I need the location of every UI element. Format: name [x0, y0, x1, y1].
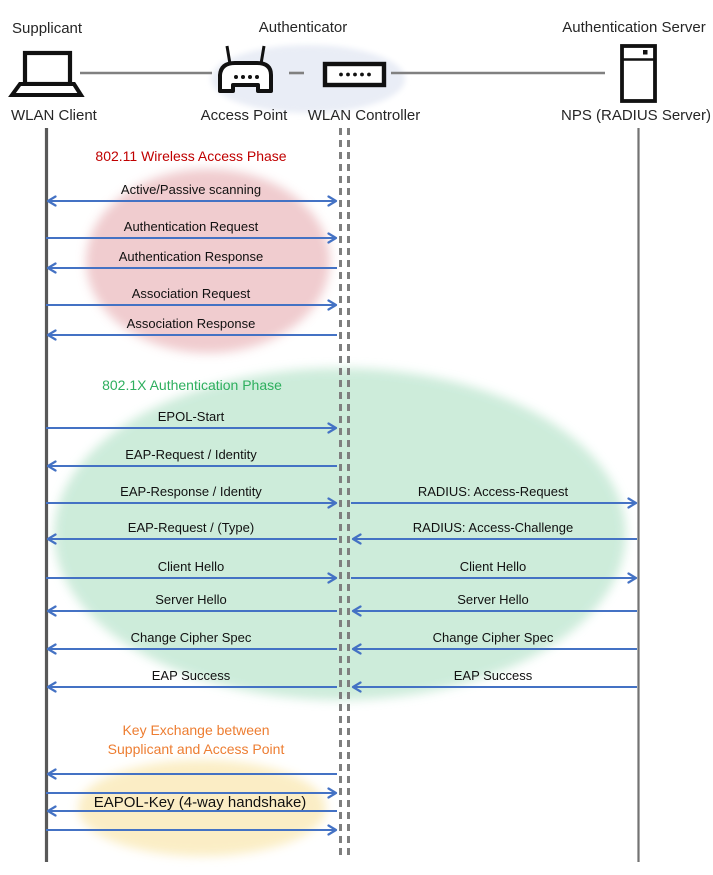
message-label: EPOL-Start — [157, 409, 225, 424]
message-label: EAP-Request / Identity — [125, 447, 257, 462]
actor-role-authentication-server: Authentication Server — [562, 19, 706, 36]
message-label: EAP Success — [453, 668, 533, 683]
laptop-icon — [12, 53, 81, 95]
key-exchange-label: EAPOL-Key (4-way handshake) — [93, 794, 307, 811]
message-label: EAP-Request / (Type) — [127, 520, 255, 535]
actor-role-authenticator: Authenticator — [258, 19, 348, 36]
server-icon — [622, 46, 655, 101]
message-label: Client Hello — [459, 559, 527, 574]
phase2-title: 802.1X Authentication Phase — [102, 377, 282, 393]
message-label: RADIUS: Access-Challenge — [412, 520, 574, 535]
phase3-title-line2: Supplicant and Access Point — [107, 741, 285, 757]
phase3-title — [108, 721, 285, 759]
device-label-wlan-controller: WLAN Controller — [307, 107, 421, 124]
message-label: Active/Passive scanning — [120, 182, 262, 197]
device-label-nps: NPS (RADIUS Server) — [560, 107, 712, 124]
message-label: Association Response — [126, 316, 256, 331]
actor-role-supplicant: Supplicant — [12, 20, 83, 37]
message-label: Change Cipher Spec — [432, 630, 554, 645]
message-label: Change Cipher Spec — [130, 630, 252, 645]
phase3-title-line1: Key Exchange between — [122, 722, 270, 738]
wlan-controller-icon — [325, 64, 384, 85]
device-label-access-point: Access Point — [200, 107, 288, 124]
message-label: Authentication Request — [123, 219, 259, 234]
device-label-wlan-client: WLAN Client — [11, 107, 97, 124]
message-label: RADIUS: Access-Request — [417, 484, 569, 499]
phase1-title: 802.11 Wireless Access Phase — [95, 148, 287, 164]
message-label: Authentication Response — [118, 249, 264, 264]
access-point-icon — [220, 46, 271, 91]
message-label: Client Hello — [157, 559, 225, 574]
message-label: EAP Success — [151, 668, 231, 683]
message-label: Server Hello — [457, 592, 529, 607]
message-label: Association Request — [131, 286, 251, 301]
message-label: EAP-Response / Identity — [120, 484, 262, 499]
message-label: Server Hello — [155, 592, 227, 607]
